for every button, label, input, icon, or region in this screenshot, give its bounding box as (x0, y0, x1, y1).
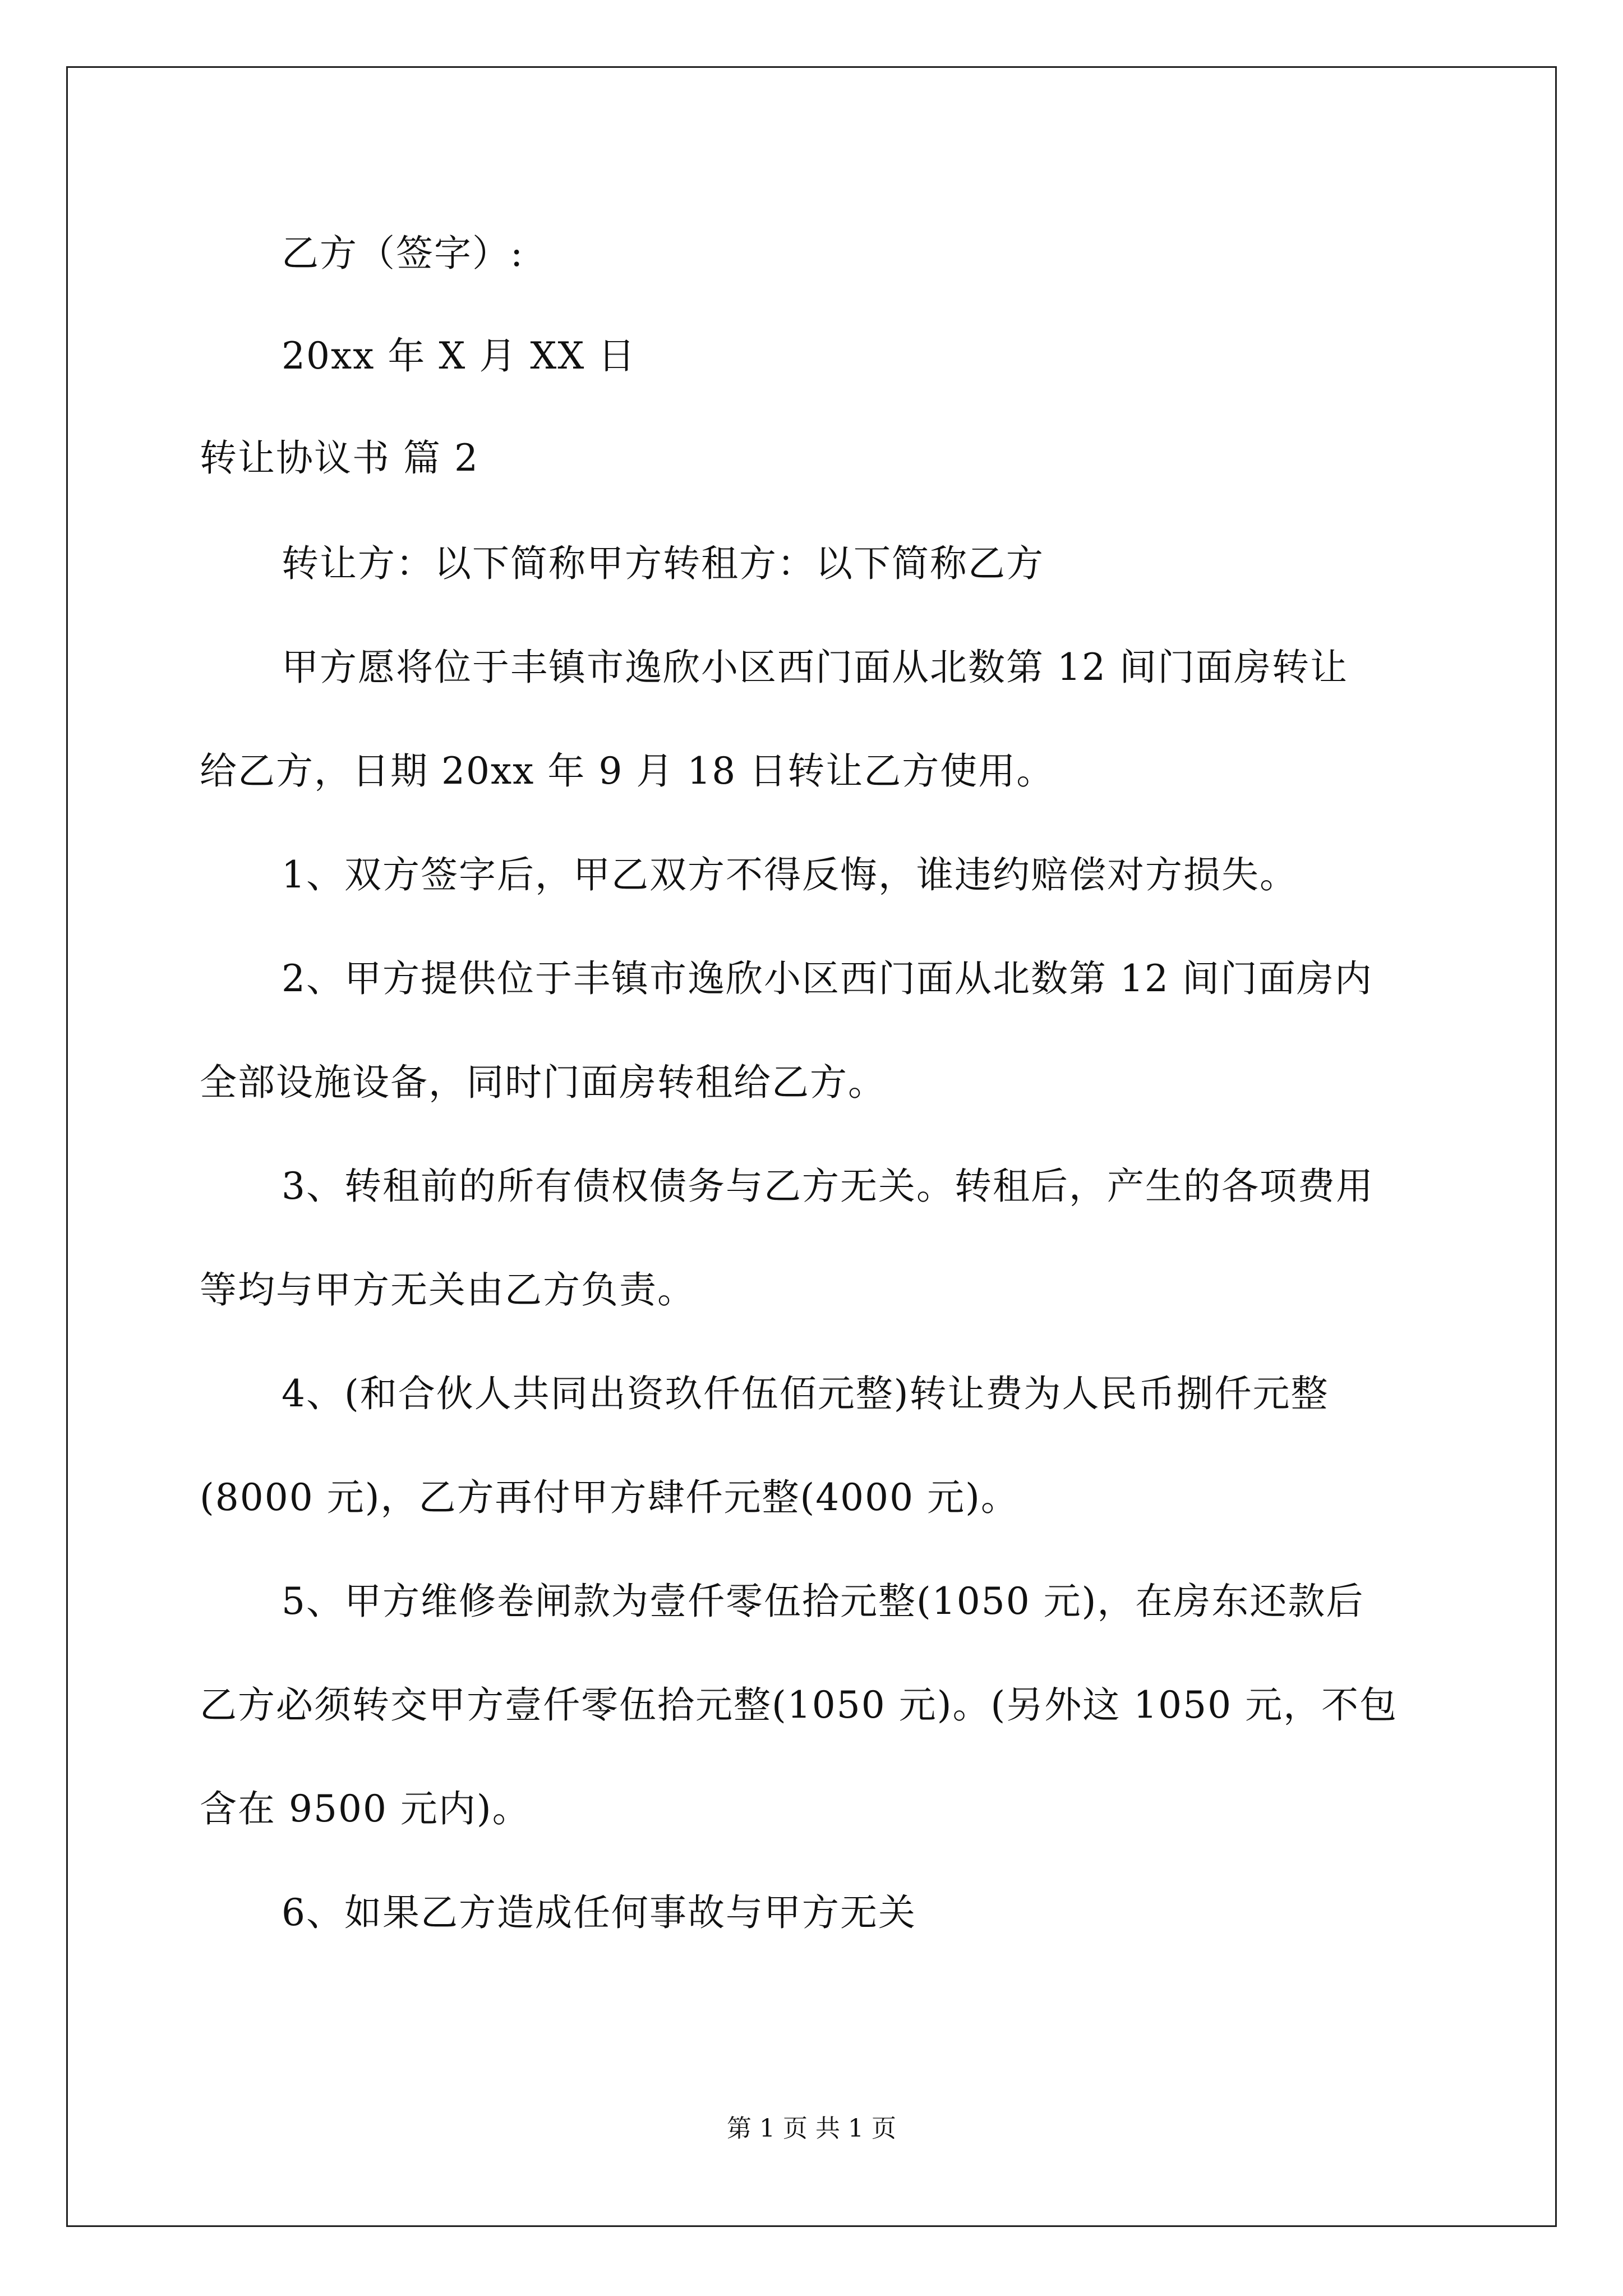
clause-3-line-2: 等均与甲方无关由乙方负责。 (200, 1268, 695, 1312)
clause-1: 1、双方签字后，甲乙双方不得反悔，谁违约赔偿对方损失。 (282, 853, 1298, 896)
clause-2-line-2: 全部设施设备，同时门面房转租给乙方。 (200, 1061, 886, 1104)
party-b-signature-line: 乙方（签字）: (282, 232, 524, 275)
clause-5-line-1: 5、甲方维修卷闸款为壹仟零伍拾元整(1050 元)，在房东还款后 (282, 1580, 1364, 1623)
page-number: 第 1 页 共 1 页 (727, 2114, 896, 2143)
paragraph-intro-line-1: 甲方愿将位于丰镇市逸欣小区西门面从北数第 12 间门面房转让 (282, 646, 1348, 689)
date-line: 20xx 年 X 月 XX 日 (282, 334, 637, 378)
section-heading: 转让协议书 篇 2 (200, 436, 479, 480)
clause-5-line-3: 含在 9500 元内)。 (200, 1787, 531, 1830)
paragraph-intro-line-2: 给乙方，日期 20xx 年 9 月 18 日转让乙方使用。 (200, 749, 1055, 793)
clause-4-line-1: 4、(和合伙人共同出资玖仟伍佰元整)转让费为人民币捌仟元整 (282, 1372, 1329, 1415)
clause-2-line-1: 2、甲方提供位于丰镇市逸欣小区西门面从北数第 12 间门面房内 (282, 957, 1373, 1000)
parties-line: 转让方：以下简称甲方转租方：以下简称乙方 (282, 542, 1044, 585)
clause-5-line-2: 乙方必须转交甲方壹仟零伍拾元整(1050 元)。(另外这 1050 元，不包 (200, 1683, 1398, 1727)
clause-6: 6、如果乙方造成任何事故与甲方无关 (282, 1891, 916, 1934)
clause-4-line-2: (8000 元)，乙方再付甲方肆仟元整(4000 元)。 (200, 1476, 1019, 1519)
clause-3-line-1: 3、转租前的所有债权债务与乙方无关。转租后，产生的各项费用 (282, 1165, 1374, 1208)
